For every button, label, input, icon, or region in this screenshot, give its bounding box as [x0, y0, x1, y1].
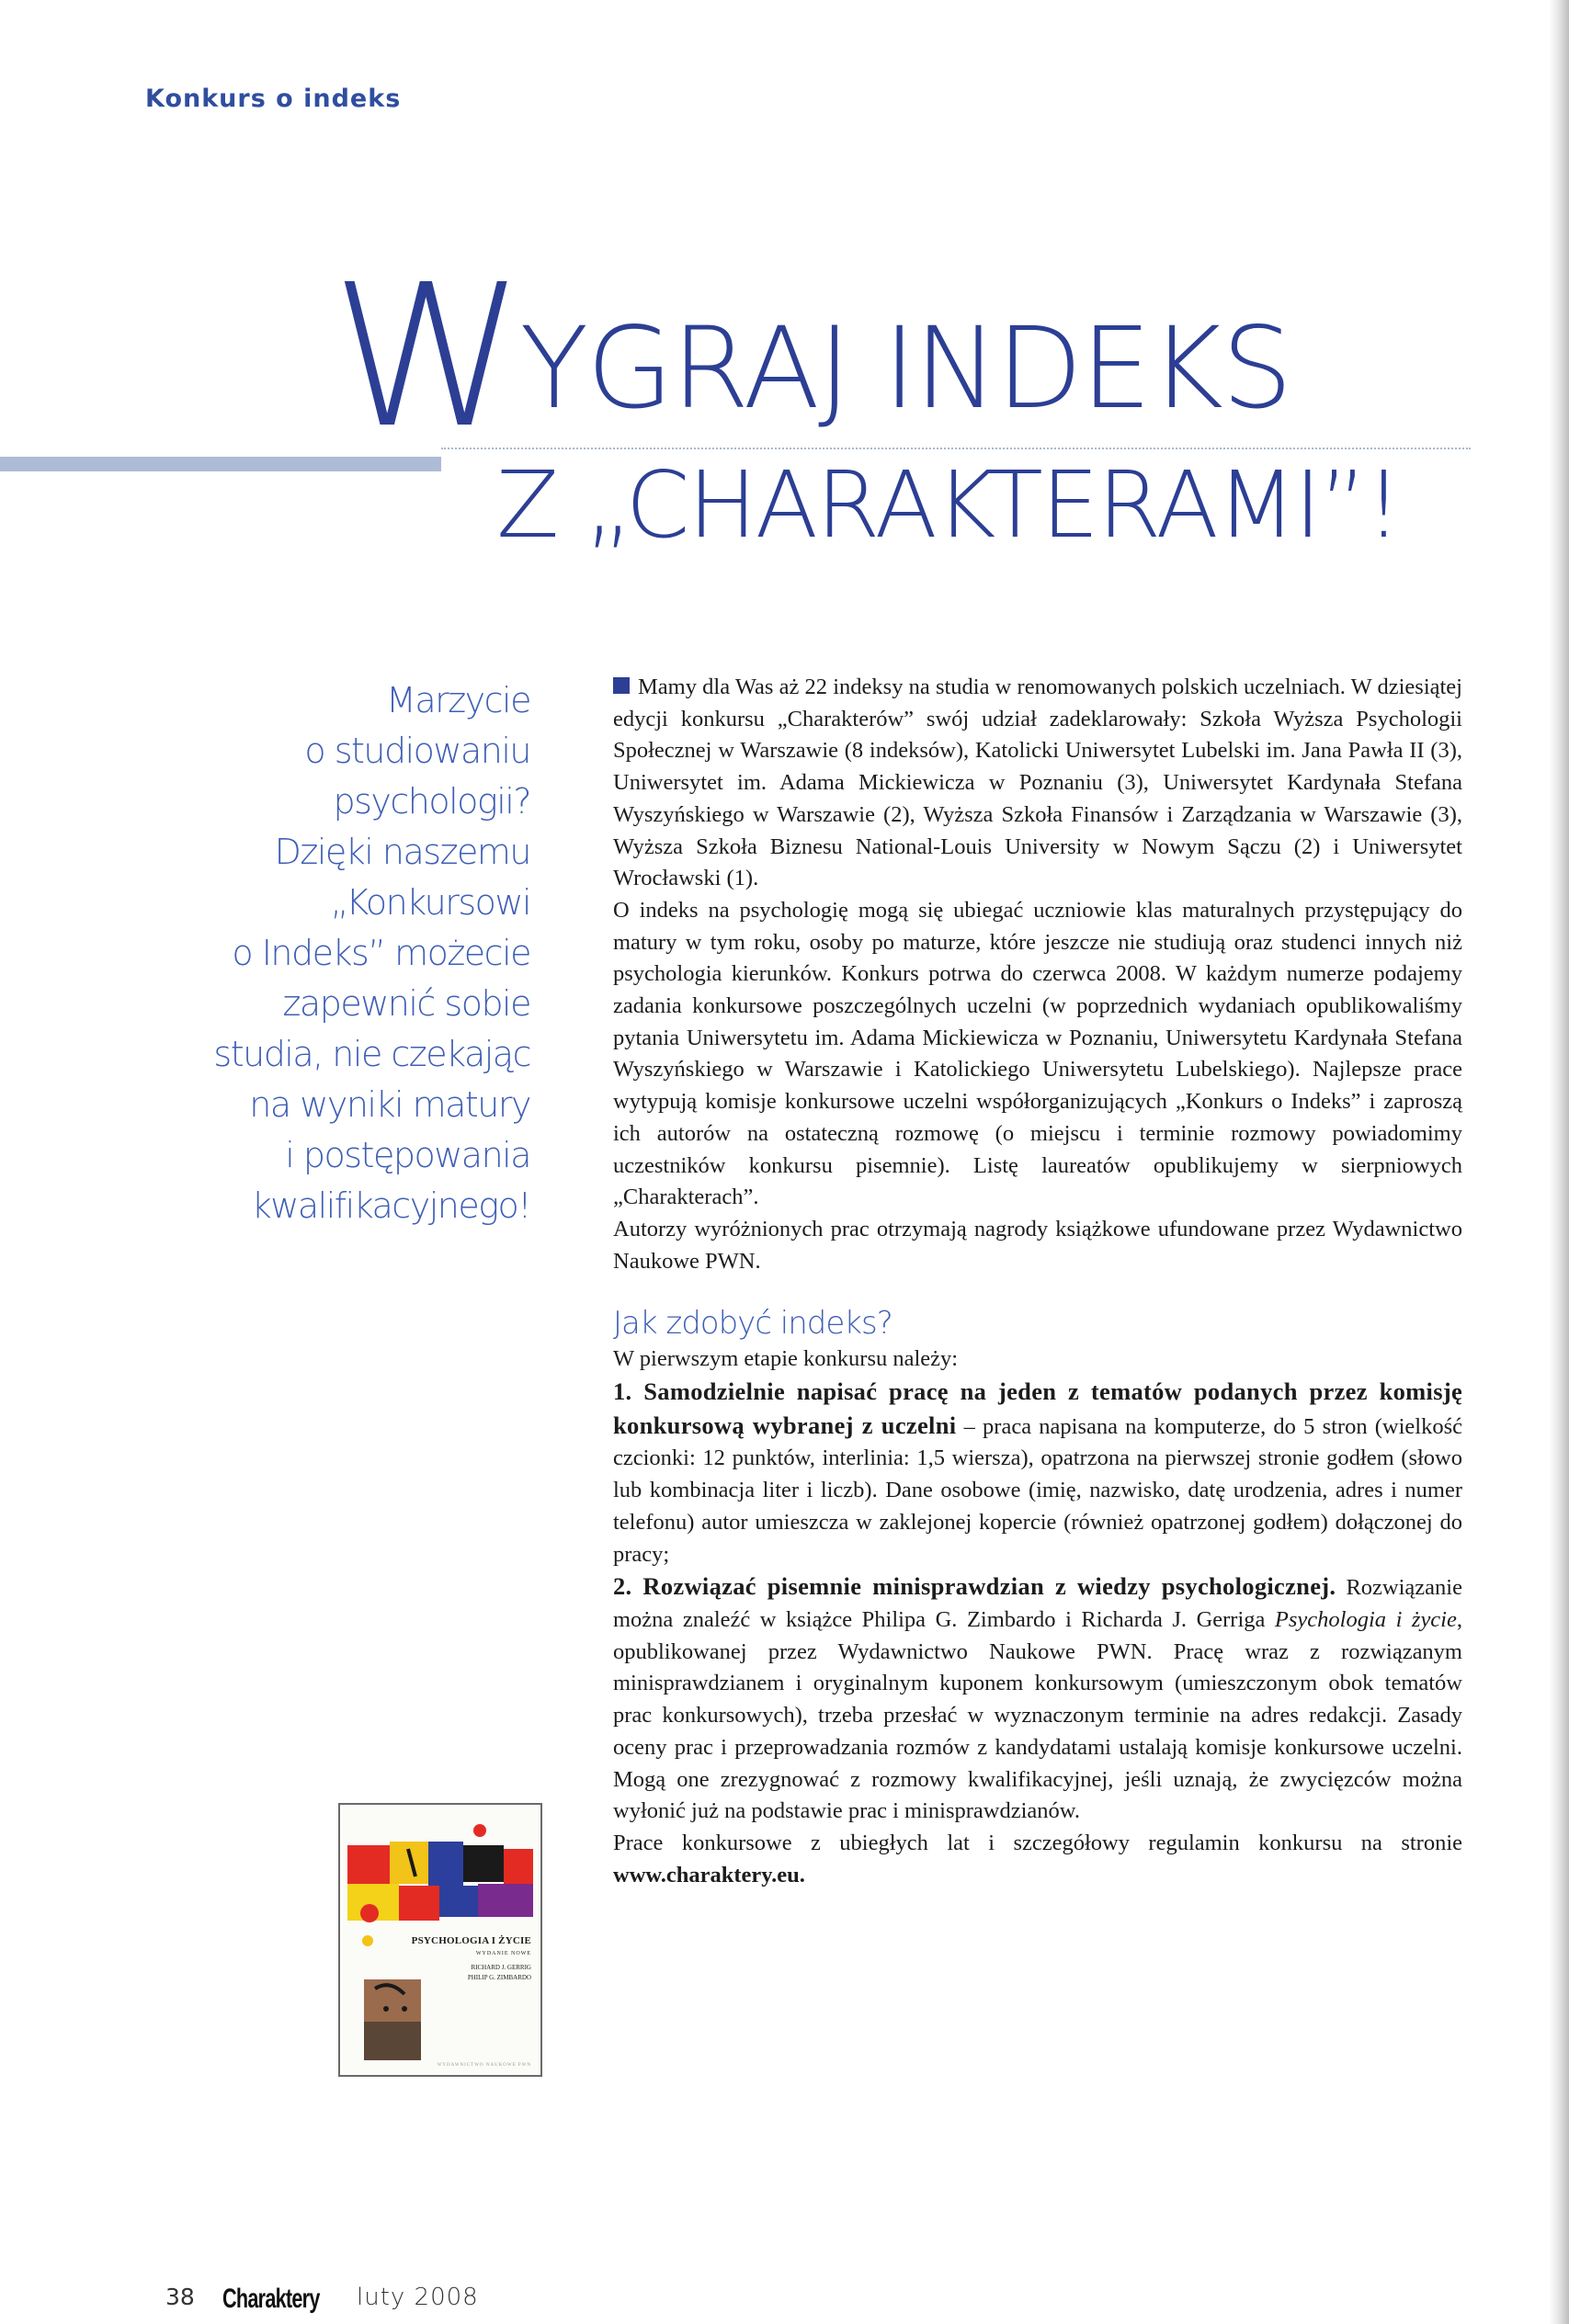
book-cover-image — [338, 1803, 542, 2077]
lead-line: Dzięki naszemu — [274, 832, 530, 872]
lead-line: „Konkursowi — [330, 882, 530, 923]
lead-line: na wyniki matury — [249, 1084, 530, 1125]
closing-text: Prace konkursowe z ubiegłych lat i szczegółowy regulamin konkursu na stronie — [613, 1830, 1462, 1855]
lead-line: i postępowania — [285, 1135, 530, 1175]
issue-date: luty 2008 — [357, 2284, 479, 2311]
book-cover-edition: WYDANIE NOWE — [475, 1951, 531, 1956]
step-1-heading: 1. Samodzielnie napisać pracę na jeden z tematów podanych przez komisję konkursową wybranej z uczelni — [613, 1377, 1462, 1439]
lead-line: o Indeks” możecie — [232, 933, 530, 973]
title-rest: YGRAJ INDEKS — [519, 303, 1291, 434]
book-cover-publisher: WYDAWNICTWO NAUKOWE PWN — [437, 2063, 531, 2068]
book-cover-author: PHILIP G. ZIMBARDO — [467, 1974, 531, 1981]
closing-paragraph — [613, 1828, 1462, 1891]
lead-line: studia, nie czekając — [213, 1034, 530, 1074]
page-title — [331, 243, 1291, 471]
page-subtitle: Z „CHARAKTERAMI”! — [496, 451, 1401, 559]
website-link[interactable]: www.charaktery.eu. — [613, 1862, 805, 1888]
page-number: 38 — [165, 2284, 195, 2310]
lead-line: o studiowaniu — [304, 731, 530, 771]
step-2-text-after: , opublikowanej przez Wydawnictwo Naukowe PWN. Pracę wraz z rozwiązanym minisprawdzianem i oryginalnym kuponem konkursowym (umieszczonym obok tematów prac konkursowych), trzeba przesłać w wyznaczonym terminie na adres redakcji. Zasady oceny prac i przeprowadzania rozmów z kandydatami ustalają komisje konkursowe uczelni. Mogą one zrezygnować z rozmowy kwalifikacyjnej, jeśli uznają, że zwycięzców można wyłonić już na podstawie prac i minisprawdzianów. — [613, 1606, 1462, 1824]
step-2 — [613, 1570, 1462, 1828]
page-edge-shadow — [1549, 0, 1569, 2324]
step-2-heading: 2. Rozwiązać pisemnie minisprawdzian z wiedzy psychologicznej. — [613, 1572, 1336, 1601]
lead-line: zapewnić sobie — [282, 983, 530, 1024]
article-body — [613, 672, 1462, 1891]
lead-line: kwalifikacyjnego! — [251, 1185, 530, 1226]
magazine-logo: Charaktery — [222, 2284, 320, 2314]
body-paragraph-prizes: Autorzy wyróżnionych prac otrzymają nagrody książkowe ufundowane przez Wydawnictwo Naukowe PWN. — [613, 1216, 1462, 1274]
step-1-text: – praca napisana na komputerze, do 5 stron (wielkość czcionki: 12 punktów, interlinia: 1,5 wiersza), opatrzona na pierwszej stronie godłem (słowo lub kombinacja liter i liczb). Dane osobowe (imię, nazwisko, datę urodzenia, adres i numer telefonu) autor umieszcza w zaklejonej kopercie (również opatrzonej godłem) dołączonej do pracy; — [613, 1413, 1463, 1567]
step-2-book-title: Psychologia i życie — [1274, 1606, 1457, 1632]
how-intro: W pierwszym etapie konkursu należy: — [613, 1346, 959, 1372]
section-label: Konkurs o indeks — [145, 85, 402, 113]
lead-line: psychologii? — [333, 781, 530, 822]
square-bullet-icon — [613, 677, 630, 694]
how-heading: Jak zdobyć indeks? — [613, 1305, 893, 1343]
body-paragraph-eligibility: O indeks na psychologię mogą się ubiegać uczniowie klas maturalnych przystępujący do matury w tym roku, osoby po maturze, które jeszcze nie studiują oraz studenci innych niż psychologia kierunków. Konkurs potrwa do czerwca 2008. W każdym numerze podajemy zadania konkursowe poszczególnych uczelni (w poprzednich wydaniach opublikowaliśmy pytania Uniwersytetu im. Adama Mickiewicza w Poznaniu, Uniwersytetu Kardynała Stefana Wyszyńskiego w Warszawie i Katolickiego Uniwersytetu Lubelskiego). Najlepsze prace wytypują komisje konkursowe uczelni współorganizujących „Konkurs o Indeks” i zaproszą ich autorów na ostateczną rozmowę (o miejscu i terminie rozmowy powiadomimy uczestników konkursu pisemnie). Listę laureatów opublikujemy w sierpniowych „Charakterach”. — [613, 897, 1462, 1210]
lead-text — [163, 675, 530, 1231]
book-cover-title: PSYCHOLOGIA I ŻYCIE — [411, 1935, 531, 1946]
lead-line: Marzycie — [386, 680, 530, 720]
book-cover-authors — [468, 1963, 531, 1983]
body-paragraph-intro — [613, 672, 1462, 895]
body-paragraph-intro-text: Mamy dla Was aż 22 indeksy na studia w renomowanych polskich uczelniach. W dziesiątej edycji konkursu „Charakterów” swój udział zadeklarowały: Szkoła Wyższa Psychologii Społecznej w Warszawie (8 indeksów), Katolicki Uniwersytet Lubelski im. Jana Pawła II (3), Uniwersytet im. Adama Mickiewicza w Poznaniu (3), Uniwersytet Kardynała Stefana Wyszyńskiego w Warszawie (2), Wyższa Szkoła Finansów i Zarządzania w Warszawie (3), Wyższa Szkoła Biznesu National-Louis University w Nowym Sączu (2) i Uniwersytet Wrocławski (1). — [613, 675, 1462, 891]
book-cover-author: RICHARD J. GERRIG — [471, 1964, 531, 1971]
step-2-text-before: Rozwiązanie można znaleźć w książce Philipa G. Zimbardo i Richarda J. Gerriga — [613, 1575, 1462, 1632]
step-1 — [613, 1376, 1462, 1570]
title-initial: W — [331, 243, 520, 471]
